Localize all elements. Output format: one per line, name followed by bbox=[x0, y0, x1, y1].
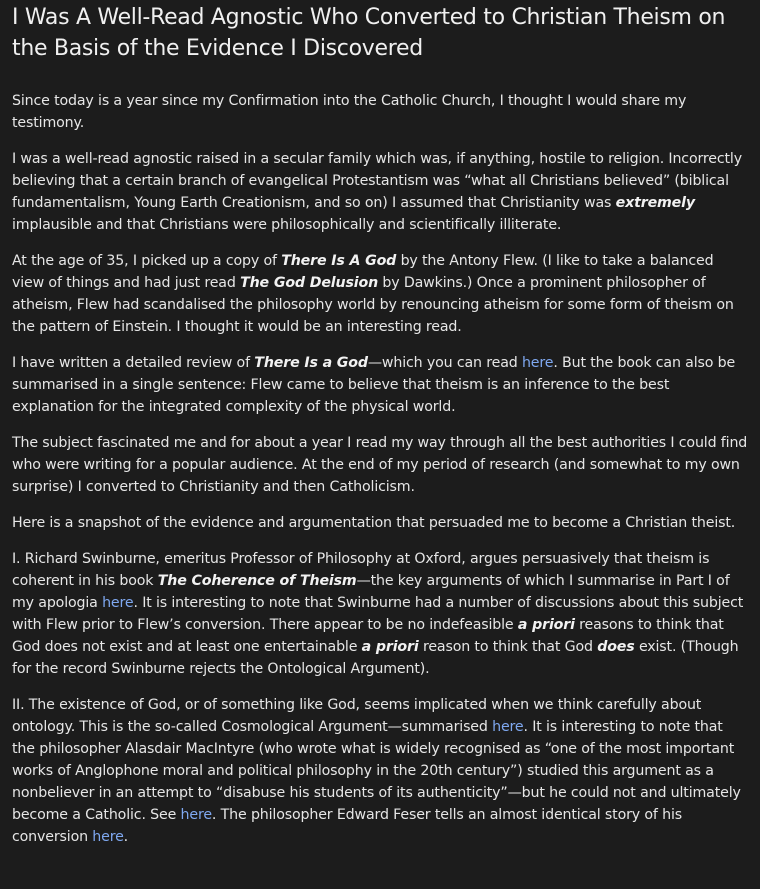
book-title: There Is A God bbox=[281, 253, 397, 269]
book-title: The Coherence of Theism bbox=[157, 573, 357, 589]
paragraph-intro: Since today is a year since my Confirmation into the Catholic Church, I thought I would share my testimony. bbox=[12, 93, 687, 131]
text: At the age of 35, I picked up a copy of bbox=[12, 253, 282, 269]
text: exist. (Though for the record Swinburne rejects the Ontological Argument). bbox=[12, 639, 739, 677]
text: reasons to think that God does not exist and at least one entertainable bbox=[12, 617, 724, 655]
text: . bbox=[123, 829, 129, 845]
cosmological-link[interactable]: here bbox=[492, 719, 524, 735]
paragraph-cosmological bbox=[12, 694, 748, 848]
paragraph-research: The subject fascinated me and for about a year I read my way through all the best authorities I could find who were writing for a popular audience. At the end of my period of research (and somewhat to my own surprise) I converted to Christianity and then Catholicism. bbox=[12, 435, 748, 495]
review-link[interactable]: here bbox=[521, 355, 554, 371]
text: —the key arguments of which I summarise in Part I of my apologia bbox=[12, 573, 730, 611]
text: . It is interesting to note that Swinburne had a number of discussions about this subject with Flew prior to Flew’s conversion. There appear to be no indefeasible bbox=[12, 595, 744, 633]
book-title: The God Delusion bbox=[240, 275, 379, 291]
emphasis: a priori bbox=[517, 617, 575, 633]
text: II. The existence of God, or of something like God, seems implicated when we think carefully about ontology. This is the so-called Cosmological Argument—summarised bbox=[12, 697, 702, 735]
text: —which you can read bbox=[367, 355, 522, 371]
text: . It is interesting to note that the philosopher Alasdair MacIntyre (who wrote what is widely recognised as “one of the most important works of Anglophone moral and political philosophy in the 20th century”) studied this argument as a nonbeliever in an attempt to “disabuse his students of its authenticity”—but he could not and ultimately become a Catholic. See bbox=[12, 719, 741, 823]
paragraph-swinburne bbox=[12, 548, 748, 680]
apologia-link[interactable]: here bbox=[102, 595, 134, 611]
text: by Dawkins.) Once a prominent philosopher of atheism, Flew had scandalised the philosophy world by renouncing atheism for some form of theism on the pattern of Einstein. I thought it would be an interesting read. bbox=[12, 275, 734, 335]
paragraph-background bbox=[12, 148, 748, 236]
emphasis: a priori bbox=[361, 639, 419, 655]
text: implausible and that Christians were philosophically and scientifically illiterate. bbox=[12, 217, 562, 233]
text: I have written a detailed review of bbox=[12, 355, 255, 371]
paragraph-snapshot: Here is a snapshot of the evidence and argumentation that persuaded me to become a Christian theist. bbox=[12, 515, 736, 531]
paragraph-flew bbox=[12, 250, 748, 338]
feser-link[interactable]: here bbox=[92, 829, 124, 845]
emphasis: extremely bbox=[615, 195, 695, 211]
article-title: I Was A Well-Read Agnostic Who Converted to Christian Theism on the Basis of the Evidence I Discovered bbox=[12, 5, 726, 61]
text: reason to think that God bbox=[418, 639, 598, 655]
macintyre-link[interactable]: here bbox=[180, 807, 212, 823]
text: I was a well-read agnostic raised in a secular family which was, if anything, hostile to religion. Incorrectly believing that a certain branch of evangelical Protestantism was “what all Christians believed” (biblical fundamentalism, Young Earth Creationism, and so on) I assumed that Christianity was bbox=[12, 151, 742, 211]
text: by the Antony Flew. (I like to take a balanced view of things and had just read bbox=[12, 253, 714, 291]
book-title: There Is a God bbox=[254, 355, 368, 371]
text: . But the book can also be summarised in a single sentence: Flew came to believe that theism is an inference to the best explanation for the integrated complexity of the physical world. bbox=[12, 355, 736, 415]
paragraph-review bbox=[12, 352, 748, 418]
text: I. Richard Swinburne, emeritus Professor of Philosophy at Oxford, argues persuasively that theism is coherent in his book bbox=[12, 551, 710, 589]
emphasis: does bbox=[597, 639, 635, 655]
text: . The philosopher Edward Feser tells an almost identical story of his conversion bbox=[12, 807, 683, 845]
